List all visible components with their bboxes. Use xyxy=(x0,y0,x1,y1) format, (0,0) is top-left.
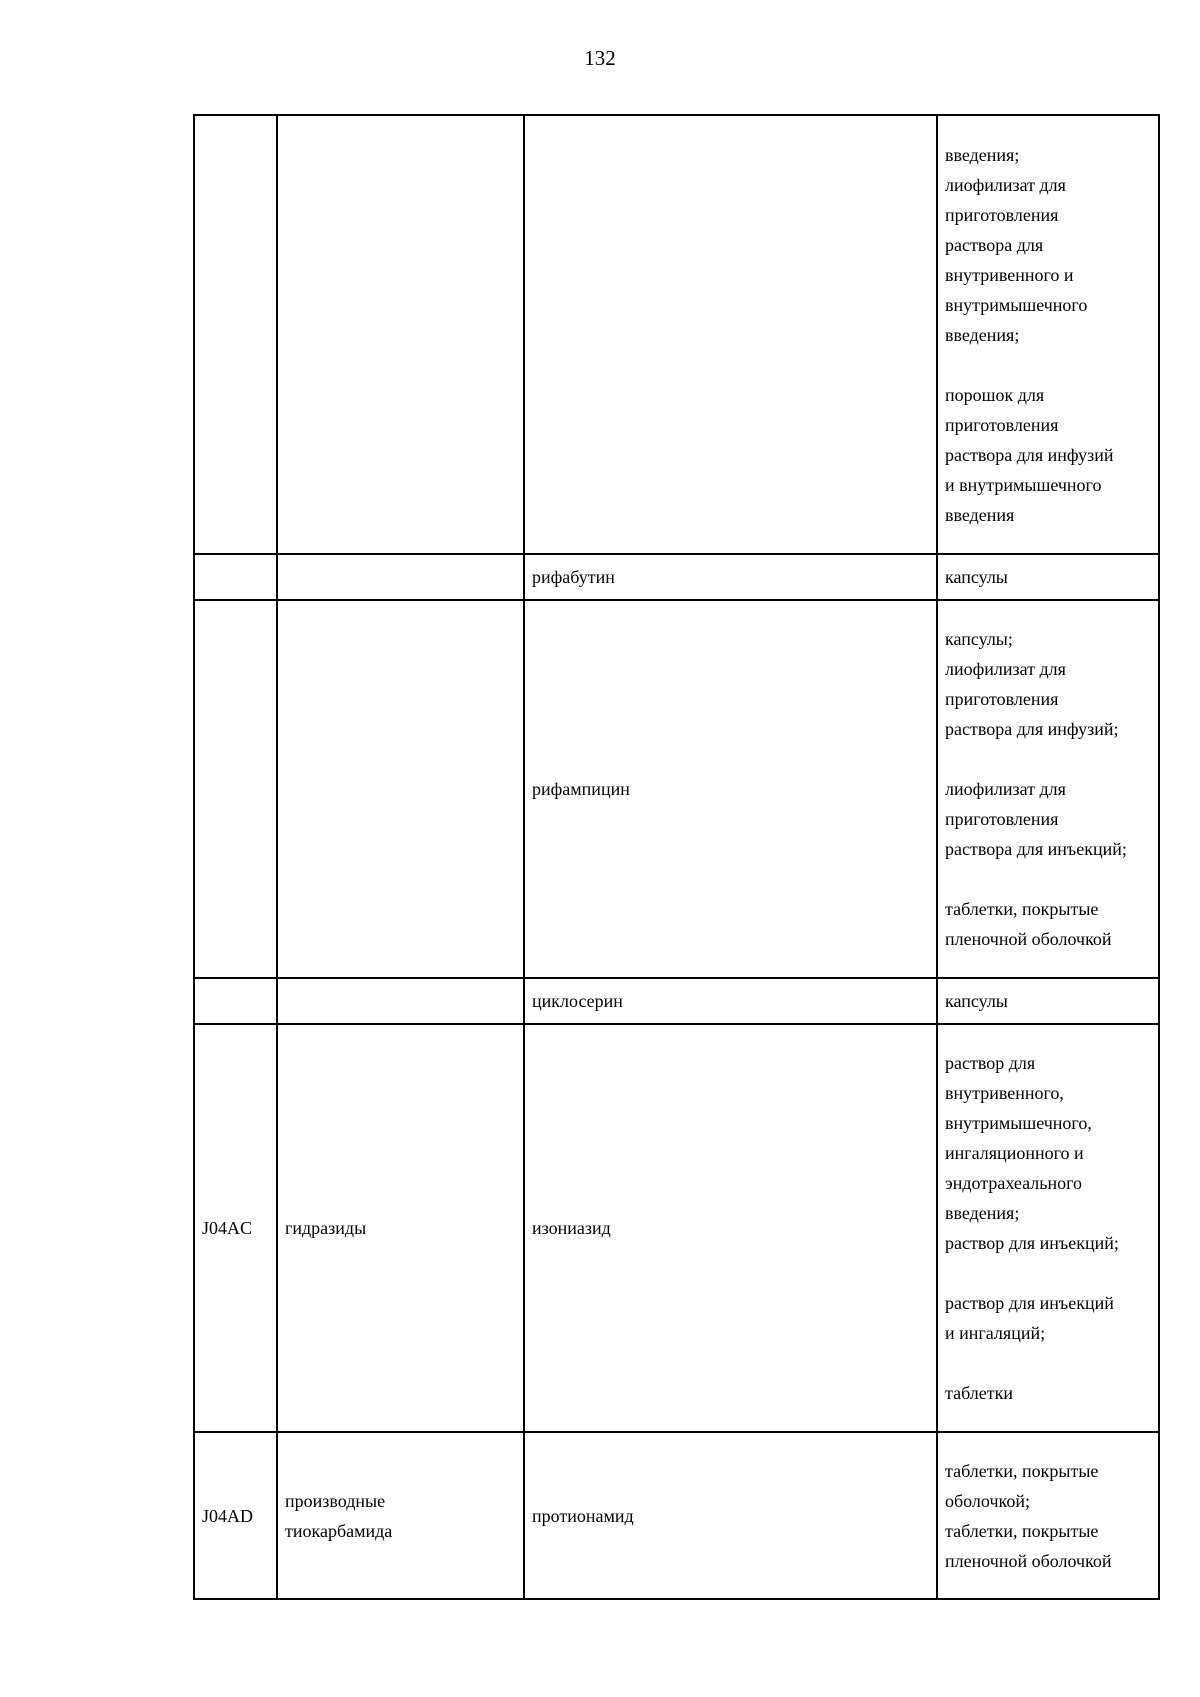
drug-name-cell xyxy=(524,115,937,554)
dosage-forms-cell xyxy=(937,554,1159,600)
drug-name-cell: протионамид xyxy=(524,1432,937,1599)
dosage-form-text: капсулы xyxy=(945,567,1008,587)
table-row xyxy=(194,554,1159,600)
table-row xyxy=(194,115,1159,554)
dosage-form-text: таблетки, покрытые оболочкой; таблетки, покрытые пленочной оболочкой xyxy=(945,1460,1112,1571)
dosage-forms-cell xyxy=(937,115,1159,554)
atc-code-cell: J04AC xyxy=(194,1024,277,1432)
dosage-forms-cell xyxy=(937,600,1159,978)
group-cell xyxy=(277,554,524,600)
group-cell xyxy=(277,115,524,554)
dosage-form-text: капсулы xyxy=(945,991,1008,1011)
table-row xyxy=(194,978,1159,1024)
dosage-form-text: капсулы; лиофилизат для приготовления раствора для инфузий; xyxy=(945,629,1119,739)
group-cell: гидразиды xyxy=(277,1024,524,1432)
dosage-form-text: раствор для инъекций и ингаляций; xyxy=(945,1293,1114,1343)
atc-code-cell xyxy=(194,554,277,600)
drug-table xyxy=(193,114,1160,1600)
drug-name-cell: изониазид xyxy=(524,1024,937,1432)
dosage-forms-cell xyxy=(937,978,1159,1024)
dosage-form-text: таблетки, покрытые пленочной оболочкой xyxy=(945,899,1112,949)
table-row xyxy=(194,600,1159,978)
drug-name-cell: рифампицин xyxy=(524,600,937,978)
dosage-forms-cell xyxy=(937,1432,1159,1599)
dosage-form-text: лиофилизат для приготовления раствора для инъекций; xyxy=(945,779,1127,859)
dosage-form-text: введения; лиофилизат для приготовления раствора для внутривенного и внутримышечного введения; xyxy=(945,144,1088,345)
drug-name-cell: циклосерин xyxy=(524,978,937,1024)
dosage-form-text: таблетки xyxy=(945,1383,1014,1403)
group-cell xyxy=(277,1432,524,1599)
dosage-form-text: порошок для приготовления раствора для инфузий и внутримышечного введения xyxy=(945,384,1114,525)
atc-code-cell xyxy=(194,978,277,1024)
drug-name-cell: рифабутин xyxy=(524,554,937,600)
group-cell xyxy=(277,600,524,978)
page-number: 132 xyxy=(584,46,616,70)
atc-code-cell xyxy=(194,115,277,554)
atc-code-cell: J04AD xyxy=(194,1432,277,1599)
group-name-text: производные тиокарбамида xyxy=(285,1490,393,1541)
table-row xyxy=(194,1432,1159,1599)
table-row xyxy=(194,1024,1159,1432)
dosage-forms-cell xyxy=(937,1024,1159,1432)
atc-code-cell xyxy=(194,600,277,978)
group-cell xyxy=(277,978,524,1024)
dosage-form-text: раствор для внутривенного, внутримышечного, ингаляционного и эндотрахеального введения; раствор для инъекций; xyxy=(945,1053,1119,1253)
